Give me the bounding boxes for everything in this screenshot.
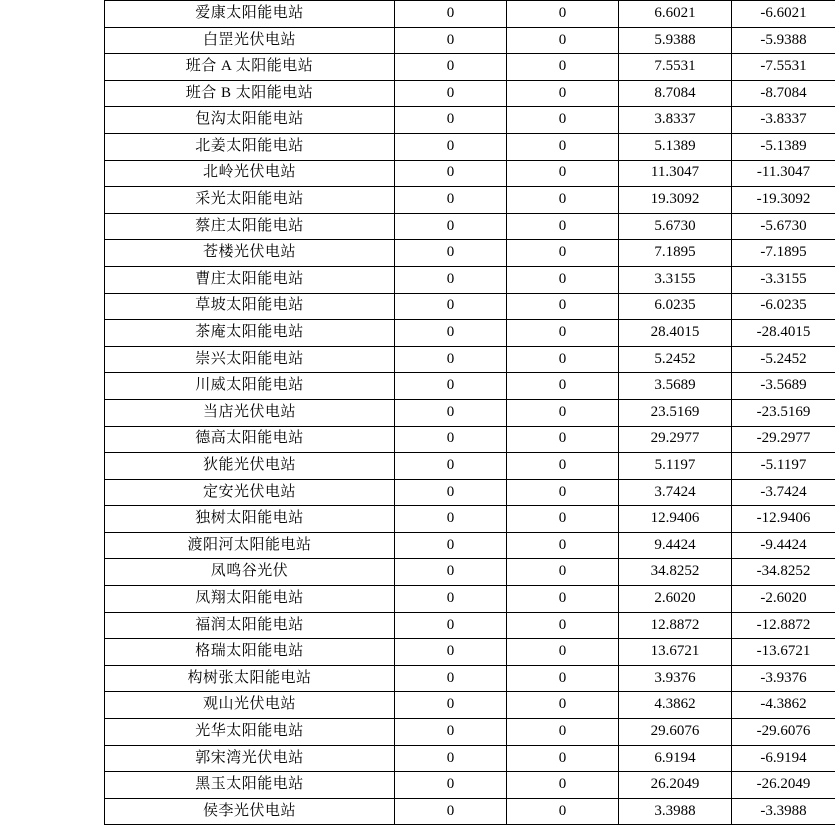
value-1-cell: 0 [395, 320, 507, 347]
value-4-cell: -6.9194 [732, 745, 835, 772]
value-1-cell: 0 [395, 798, 507, 825]
value-3-cell: 29.2977 [619, 426, 732, 453]
value-4-cell: -4.3862 [732, 692, 835, 719]
table-row [105, 266, 835, 293]
value-2-cell: 0 [507, 426, 619, 453]
value-1-cell: 0 [395, 240, 507, 267]
value-1-cell: 0 [395, 399, 507, 426]
value-4-cell: -13.6721 [732, 639, 835, 666]
value-2-cell: 0 [507, 107, 619, 134]
station-name-cell: 黑玉太阳能电站 [105, 772, 395, 799]
station-name-cell: 草坡太阳能电站 [105, 293, 395, 320]
value-2-cell: 0 [507, 719, 619, 746]
table-row [105, 506, 835, 533]
value-1-cell: 0 [395, 586, 507, 613]
value-3-cell: 29.6076 [619, 719, 732, 746]
table-row [105, 107, 835, 134]
value-2-cell: 0 [507, 798, 619, 825]
value-3-cell: 12.9406 [619, 506, 732, 533]
value-4-cell: -3.7424 [732, 479, 835, 506]
value-2-cell: 0 [507, 293, 619, 320]
value-2-cell: 0 [507, 240, 619, 267]
value-1-cell: 0 [395, 772, 507, 799]
value-1-cell: 0 [395, 745, 507, 772]
value-1-cell: 0 [395, 719, 507, 746]
value-3-cell: 23.5169 [619, 399, 732, 426]
value-1-cell: 0 [395, 639, 507, 666]
station-name-cell: 构树张太阳能电站 [105, 665, 395, 692]
value-1-cell: 0 [395, 612, 507, 639]
value-4-cell: -29.2977 [732, 426, 835, 453]
value-4-cell: -7.5531 [732, 54, 835, 81]
value-4-cell: -7.1895 [732, 240, 835, 267]
value-2-cell: 0 [507, 612, 619, 639]
station-name-cell: 光华太阳能电站 [105, 719, 395, 746]
value-3-cell: 7.1895 [619, 240, 732, 267]
value-1-cell: 0 [395, 453, 507, 480]
value-1-cell: 0 [395, 187, 507, 214]
station-name-cell: 曹庄太阳能电站 [105, 266, 395, 293]
table-row [105, 692, 835, 719]
value-3-cell: 7.5531 [619, 54, 732, 81]
table-row [105, 320, 835, 347]
value-2-cell: 0 [507, 266, 619, 293]
table-row [105, 426, 835, 453]
value-4-cell: -23.5169 [732, 399, 835, 426]
station-name-cell: 北姜太阳能电站 [105, 133, 395, 160]
table-row [105, 639, 835, 666]
value-4-cell: -5.1389 [732, 133, 835, 160]
value-2-cell: 0 [507, 187, 619, 214]
station-name-cell: 班合 B 太阳能电站 [105, 80, 395, 107]
station-name-cell: 观山光伏电站 [105, 692, 395, 719]
value-2-cell: 0 [507, 80, 619, 107]
value-1-cell: 0 [395, 54, 507, 81]
value-4-cell: -2.6020 [732, 586, 835, 613]
value-3-cell: 9.4424 [619, 532, 732, 559]
table-row [105, 772, 835, 799]
value-1-cell: 0 [395, 107, 507, 134]
table-row [105, 54, 835, 81]
station-name-cell: 凤鸣谷光伏 [105, 559, 395, 586]
table-row [105, 213, 835, 240]
value-3-cell: 8.7084 [619, 80, 732, 107]
value-1-cell: 0 [395, 80, 507, 107]
value-2-cell: 0 [507, 586, 619, 613]
value-4-cell: -3.8337 [732, 107, 835, 134]
table-row [105, 745, 835, 772]
value-2-cell: 0 [507, 453, 619, 480]
value-2-cell: 0 [507, 27, 619, 54]
value-1-cell: 0 [395, 346, 507, 373]
value-4-cell: -6.0235 [732, 293, 835, 320]
value-2-cell: 0 [507, 479, 619, 506]
value-4-cell: -34.8252 [732, 559, 835, 586]
station-name-cell: 北岭光伏电站 [105, 160, 395, 187]
value-2-cell: 0 [507, 54, 619, 81]
value-1-cell: 0 [395, 160, 507, 187]
table-row [105, 532, 835, 559]
value-1-cell: 0 [395, 426, 507, 453]
station-name-cell: 德高太阳能电站 [105, 426, 395, 453]
station-name-cell: 当店光伏电站 [105, 399, 395, 426]
value-1-cell: 0 [395, 532, 507, 559]
value-3-cell: 6.6021 [619, 1, 732, 28]
value-3-cell: 3.3155 [619, 266, 732, 293]
table-row [105, 399, 835, 426]
table-row [105, 612, 835, 639]
value-3-cell: 19.3092 [619, 187, 732, 214]
value-3-cell: 12.8872 [619, 612, 732, 639]
value-3-cell: 4.3862 [619, 692, 732, 719]
value-3-cell: 6.0235 [619, 293, 732, 320]
table-row [105, 586, 835, 613]
table-row [105, 240, 835, 267]
value-2-cell: 0 [507, 559, 619, 586]
value-1-cell: 0 [395, 665, 507, 692]
station-name-cell: 狄能光伏电站 [105, 453, 395, 480]
value-2-cell: 0 [507, 213, 619, 240]
value-1-cell: 0 [395, 293, 507, 320]
table-row [105, 160, 835, 187]
value-4-cell: -6.6021 [732, 1, 835, 28]
value-1-cell: 0 [395, 479, 507, 506]
value-3-cell: 3.9376 [619, 665, 732, 692]
station-name-cell: 福润太阳能电站 [105, 612, 395, 639]
value-2-cell: 0 [507, 373, 619, 400]
value-1-cell: 0 [395, 213, 507, 240]
value-4-cell: -26.2049 [732, 772, 835, 799]
table-row [105, 27, 835, 54]
value-2-cell: 0 [507, 1, 619, 28]
value-3-cell: 5.2452 [619, 346, 732, 373]
station-name-cell: 定安光伏电站 [105, 479, 395, 506]
value-4-cell: -3.5689 [732, 373, 835, 400]
station-name-cell: 独树太阳能电站 [105, 506, 395, 533]
station-name-cell: 格瑞太阳能电站 [105, 639, 395, 666]
value-2-cell: 0 [507, 133, 619, 160]
value-1-cell: 0 [395, 506, 507, 533]
table-row [105, 80, 835, 107]
value-3-cell: 3.5689 [619, 373, 732, 400]
value-4-cell: -3.3988 [732, 798, 835, 825]
value-4-cell: -12.8872 [732, 612, 835, 639]
station-name-cell: 侯李光伏电站 [105, 798, 395, 825]
value-4-cell: -8.7084 [732, 80, 835, 107]
table-row [105, 559, 835, 586]
station-name-cell: 白罡光伏电站 [105, 27, 395, 54]
station-name-cell: 爱康太阳能电站 [105, 1, 395, 28]
value-1-cell: 0 [395, 1, 507, 28]
value-3-cell: 3.8337 [619, 107, 732, 134]
station-name-cell: 崇兴太阳能电站 [105, 346, 395, 373]
value-3-cell: 5.1197 [619, 453, 732, 480]
value-4-cell: -3.9376 [732, 665, 835, 692]
station-name-cell: 凤翔太阳能电站 [105, 586, 395, 613]
value-2-cell: 0 [507, 160, 619, 187]
value-3-cell: 13.6721 [619, 639, 732, 666]
value-4-cell: -19.3092 [732, 187, 835, 214]
table-row [105, 1, 835, 28]
station-name-cell: 渡阳河太阳能电站 [105, 532, 395, 559]
value-2-cell: 0 [507, 772, 619, 799]
value-1-cell: 0 [395, 266, 507, 293]
value-3-cell: 2.6020 [619, 586, 732, 613]
value-4-cell: -3.3155 [732, 266, 835, 293]
value-3-cell: 26.2049 [619, 772, 732, 799]
station-name-cell: 包沟太阳能电站 [105, 107, 395, 134]
table-row [105, 293, 835, 320]
value-4-cell: -5.9388 [732, 27, 835, 54]
table-row [105, 479, 835, 506]
table-row [105, 798, 835, 825]
table-row [105, 346, 835, 373]
value-4-cell: -28.4015 [732, 320, 835, 347]
value-4-cell: -12.9406 [732, 506, 835, 533]
value-1-cell: 0 [395, 373, 507, 400]
station-name-cell: 郭宋湾光伏电站 [105, 745, 395, 772]
value-1-cell: 0 [395, 133, 507, 160]
value-4-cell: -5.6730 [732, 213, 835, 240]
value-2-cell: 0 [507, 692, 619, 719]
value-1-cell: 0 [395, 559, 507, 586]
value-3-cell: 6.9194 [619, 745, 732, 772]
table-row [105, 373, 835, 400]
station-data-table [104, 0, 835, 825]
value-2-cell: 0 [507, 399, 619, 426]
value-3-cell: 3.3988 [619, 798, 732, 825]
value-3-cell: 5.9388 [619, 27, 732, 54]
value-2-cell: 0 [507, 532, 619, 559]
value-2-cell: 0 [507, 320, 619, 347]
value-4-cell: -5.1197 [732, 453, 835, 480]
value-2-cell: 0 [507, 346, 619, 373]
value-4-cell: -29.6076 [732, 719, 835, 746]
value-3-cell: 3.7424 [619, 479, 732, 506]
value-3-cell: 34.8252 [619, 559, 732, 586]
station-name-cell: 采光太阳能电站 [105, 187, 395, 214]
value-2-cell: 0 [507, 639, 619, 666]
value-3-cell: 5.6730 [619, 213, 732, 240]
value-1-cell: 0 [395, 692, 507, 719]
value-3-cell: 11.3047 [619, 160, 732, 187]
value-2-cell: 0 [507, 506, 619, 533]
station-name-cell: 川威太阳能电站 [105, 373, 395, 400]
value-4-cell: -9.4424 [732, 532, 835, 559]
value-3-cell: 28.4015 [619, 320, 732, 347]
station-name-cell: 苍楼光伏电站 [105, 240, 395, 267]
value-4-cell: -5.2452 [732, 346, 835, 373]
value-4-cell: -11.3047 [732, 160, 835, 187]
table-body [105, 1, 835, 825]
station-name-cell: 蔡庄太阳能电站 [105, 213, 395, 240]
table-row [105, 719, 835, 746]
station-name-cell: 茶庵太阳能电站 [105, 320, 395, 347]
table-row [105, 665, 835, 692]
table-row [105, 453, 835, 480]
value-2-cell: 0 [507, 745, 619, 772]
value-3-cell: 5.1389 [619, 133, 732, 160]
table-row [105, 187, 835, 214]
value-2-cell: 0 [507, 665, 619, 692]
value-1-cell: 0 [395, 27, 507, 54]
table-row [105, 133, 835, 160]
station-name-cell: 班合 A 太阳能电站 [105, 54, 395, 81]
